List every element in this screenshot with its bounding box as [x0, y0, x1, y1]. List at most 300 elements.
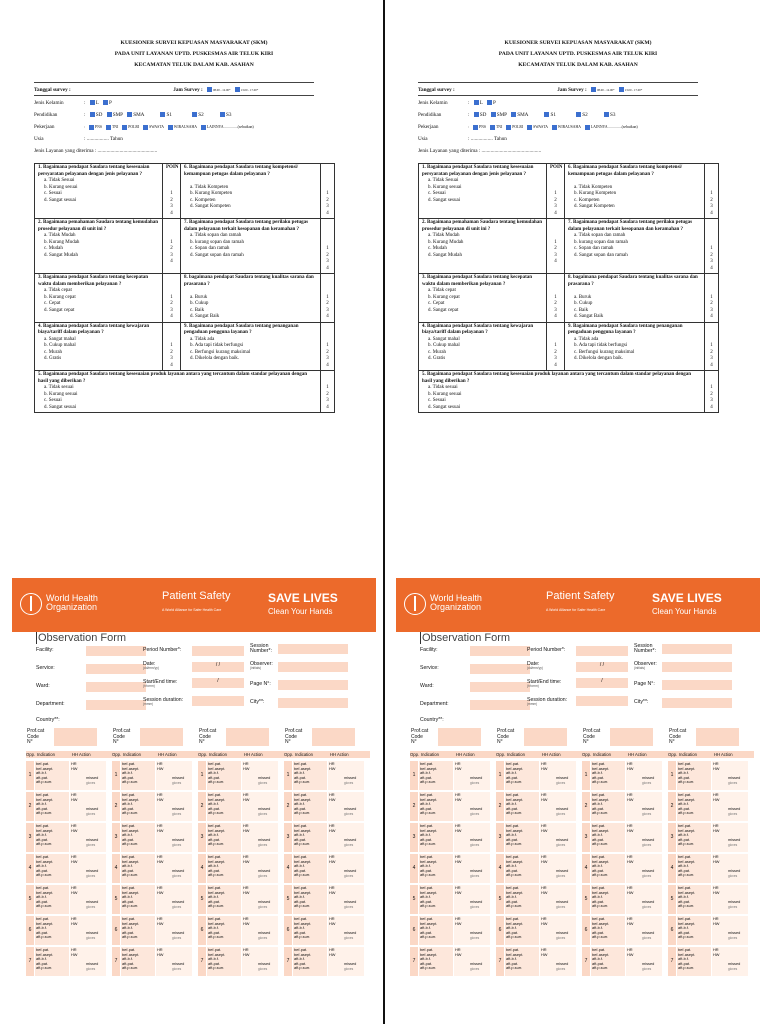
date-field[interactable]: / /	[192, 662, 244, 672]
missed-option[interactable]: missed	[344, 837, 357, 842]
hr-option[interactable]: HR	[541, 854, 547, 859]
missed-option[interactable]: missed	[172, 961, 185, 966]
gloves-option[interactable]: gloves	[344, 936, 354, 940]
missed-option[interactable]: missed	[86, 806, 99, 811]
indication-checkboxes[interactable]: bef-pat. bef-asept. aft-b.f. aft-pat. aft.p.surr.	[591, 823, 625, 852]
hw-option[interactable]: HW	[627, 827, 634, 833]
indication-checkboxes[interactable]: bef-pat. bef-asept. aft-b.f. aft-pat. aft.p.surr.	[121, 792, 155, 821]
missed-option[interactable]: missed	[556, 775, 569, 780]
answer-option[interactable]: b. kurang sopan dan ramah	[190, 239, 245, 245]
hh-action-checkboxes[interactable]	[328, 947, 364, 976]
education-checkbox[interactable]	[90, 112, 95, 117]
gloves-option[interactable]: gloves	[642, 781, 652, 785]
indication-checkboxes[interactable]: bef-pat. bef-asept. aft-b.f. aft-pat. aft.p.surr.	[677, 947, 711, 976]
indication-checkboxes[interactable]: bef-pat. bef-asept. aft-b.f. aft-pat. aft.p.surr.	[677, 823, 711, 852]
hh-action-checkboxes[interactable]	[156, 823, 192, 852]
observer-field[interactable]	[662, 662, 732, 672]
gloves-option[interactable]: gloves	[344, 967, 354, 971]
indication-checkboxes[interactable]: bef-pat. bef-asept. aft-b.f. aft-pat. aft.p.surr.	[677, 854, 711, 883]
ward-field[interactable]	[470, 682, 530, 692]
answer-option[interactable]: d. Sangat sesuai	[428, 404, 461, 410]
hw-option[interactable]: HW	[541, 951, 548, 957]
indication-checkboxes[interactable]: bef-pat. bef-asept. aft-b.f. aft-pat. aft.p.surr.	[505, 854, 539, 883]
hw-option[interactable]: HW	[627, 765, 634, 771]
hw-option[interactable]: HW	[157, 827, 164, 833]
hh-action-checkboxes[interactable]	[712, 792, 748, 821]
hr-option[interactable]: HR	[627, 916, 633, 921]
gloves-option[interactable]: gloves	[86, 905, 96, 909]
hr-option[interactable]: HR	[71, 947, 77, 952]
ward-field[interactable]	[86, 682, 146, 692]
hh-action-checkboxes[interactable]	[156, 761, 192, 790]
answer-option[interactable]: c. Sopan dan ramah	[190, 246, 230, 251]
facility-field[interactable]	[86, 646, 146, 656]
missed-option[interactable]: missed	[344, 775, 357, 780]
gloves-option[interactable]: gloves	[728, 781, 738, 785]
hh-action-checkboxes[interactable]	[70, 823, 106, 852]
hw-option[interactable]: HW	[541, 796, 548, 802]
answer-option[interactable]: d. Sangat cepat	[428, 307, 459, 313]
gloves-option[interactable]: gloves	[172, 843, 182, 847]
hh-action-checkboxes[interactable]	[454, 916, 490, 945]
prof-cat-field[interactable]	[524, 728, 567, 746]
gloves-option[interactable]: gloves	[556, 812, 566, 816]
hr-option[interactable]: HR	[243, 947, 249, 952]
hr-option[interactable]: HR	[157, 854, 163, 859]
hh-action-checkboxes[interactable]	[454, 823, 490, 852]
hw-option[interactable]: HW	[157, 889, 164, 895]
hw-option[interactable]: HW	[713, 827, 720, 833]
hh-action-checkboxes[interactable]	[156, 916, 192, 945]
hw-option[interactable]: HW	[455, 889, 462, 895]
hh-action-checkboxes[interactable]	[540, 916, 576, 945]
indication-checkboxes[interactable]: bef-pat. bef-asept. aft-b.f. aft-pat. aft.p.surr.	[293, 823, 327, 852]
answer-option[interactable]: d. Sangat Kompeten	[190, 204, 231, 209]
hh-action-checkboxes[interactable]	[712, 854, 748, 883]
hr-option[interactable]: HR	[627, 947, 633, 952]
missed-option[interactable]: missed	[642, 806, 655, 811]
hh-action-checkboxes[interactable]	[156, 792, 192, 821]
gloves-option[interactable]: gloves	[258, 843, 268, 847]
answer-option[interactable]: d. Sangat Mudah	[44, 252, 79, 258]
occupation-checkbox[interactable]	[552, 125, 557, 130]
answer-option[interactable]: c. Murah	[44, 349, 63, 355]
indication-checkboxes[interactable]: bef-pat. bef-asept. aft-b.f. aft-pat. aft.p.surr.	[505, 916, 539, 945]
hh-action-checkboxes[interactable]	[242, 947, 278, 976]
hh-action-checkboxes[interactable]	[712, 885, 748, 914]
hr-option[interactable]: HR	[713, 761, 719, 766]
hh-action-checkboxes[interactable]	[328, 792, 364, 821]
hh-action-checkboxes[interactable]	[156, 885, 192, 914]
hh-action-checkboxes[interactable]	[328, 761, 364, 790]
hh-action-checkboxes[interactable]	[540, 823, 576, 852]
page-number-field[interactable]	[662, 680, 732, 690]
prof-cat-field[interactable]	[696, 728, 739, 746]
gloves-option[interactable]: gloves	[344, 812, 354, 816]
hh-action-checkboxes[interactable]	[626, 916, 662, 945]
indication-checkboxes[interactable]: bef-pat. bef-asept. aft-b.f. aft-pat. aft.p.surr.	[207, 885, 241, 914]
hh-action-checkboxes[interactable]	[328, 885, 364, 914]
missed-option[interactable]: missed	[728, 837, 741, 842]
education-checkbox[interactable]	[220, 112, 225, 117]
gloves-option[interactable]: gloves	[258, 781, 268, 785]
hw-option[interactable]: HW	[243, 858, 250, 864]
hw-option[interactable]: HW	[713, 920, 720, 926]
hw-option[interactable]: HW	[71, 765, 78, 771]
answer-option[interactable]: d. Sangat Kompeten	[574, 204, 615, 209]
hw-option[interactable]: HW	[71, 889, 78, 895]
indication-checkboxes[interactable]: bef-pat. bef-asept. aft-b.f. aft-pat. aft.p.surr.	[293, 947, 327, 976]
hr-option[interactable]: HR	[71, 761, 77, 766]
hr-option[interactable]: HR	[627, 854, 633, 859]
gloves-option[interactable]: gloves	[556, 967, 566, 971]
gloves-option[interactable]: gloves	[642, 967, 652, 971]
hw-option[interactable]: HW	[157, 920, 164, 926]
answer-option[interactable]: d. Dikelola dengan baik.	[190, 356, 240, 361]
indication-checkboxes[interactable]: bef-pat. bef-asept. aft-b.f. aft-pat. aft.p.surr.	[419, 916, 453, 945]
gloves-option[interactable]: gloves	[86, 874, 96, 878]
indication-checkboxes[interactable]: bef-pat. bef-asept. aft-b.f. aft-pat. aft.p.surr.	[591, 854, 625, 883]
occupation-checkbox[interactable]	[490, 125, 495, 130]
hh-action-checkboxes[interactable]	[626, 823, 662, 852]
gloves-option[interactable]: gloves	[728, 812, 738, 816]
occupation-checkbox[interactable]	[201, 125, 206, 130]
hr-option[interactable]: HR	[541, 947, 547, 952]
indication-checkboxes[interactable]: bef-pat. bef-asept. aft-b.f. aft-pat. aft.p.surr.	[293, 916, 327, 945]
gloves-option[interactable]: gloves	[470, 967, 480, 971]
gloves-option[interactable]: gloves	[172, 967, 182, 971]
answer-option[interactable]: a. Tidak sopan dan ramah	[574, 233, 626, 238]
gloves-option[interactable]: gloves	[172, 874, 182, 878]
missed-option[interactable]: missed	[86, 775, 99, 780]
education-checkbox[interactable]	[160, 112, 165, 117]
occupation-checkbox[interactable]	[527, 125, 532, 130]
answer-option[interactable]: c. Mudah	[44, 246, 63, 251]
hh-action-checkboxes[interactable]	[242, 823, 278, 852]
hh-action-checkboxes[interactable]	[70, 761, 106, 790]
hh-action-checkboxes[interactable]	[626, 792, 662, 821]
hw-option[interactable]: HW	[329, 951, 336, 957]
answer-option[interactable]: b. Ada tapi tidak berfungsi	[574, 343, 628, 348]
occupation-checkbox[interactable]	[106, 125, 111, 130]
hw-option[interactable]: HW	[627, 796, 634, 802]
hw-option[interactable]: HW	[455, 951, 462, 957]
missed-option[interactable]: missed	[172, 868, 185, 873]
answer-option[interactable]: c. Mudah	[428, 246, 447, 251]
hr-option[interactable]: HR	[243, 854, 249, 859]
missed-option[interactable]: missed	[470, 775, 483, 780]
hw-option[interactable]: HW	[627, 858, 634, 864]
time-checkbox-afternoon[interactable]	[619, 87, 624, 92]
prof-cat-field[interactable]	[610, 728, 653, 746]
hh-action-checkboxes[interactable]	[712, 947, 748, 976]
hh-action-checkboxes[interactable]	[242, 792, 278, 821]
education-checkbox[interactable]	[127, 112, 132, 117]
hh-action-checkboxes[interactable]	[156, 947, 192, 976]
indication-checkboxes[interactable]: bef-pat. bef-asept. aft-b.f. aft-pat. aft.p.surr.	[121, 823, 155, 852]
hw-option[interactable]: HW	[455, 796, 462, 802]
hr-option[interactable]: HR	[71, 823, 77, 828]
education-checkbox[interactable]	[604, 112, 609, 117]
answer-option[interactable]: c. Kompeten	[574, 197, 600, 203]
answer-option[interactable]: c. Baik	[190, 307, 205, 313]
occupation-checkbox[interactable]	[89, 125, 94, 130]
hr-option[interactable]: HR	[329, 823, 335, 828]
hw-option[interactable]: HW	[713, 951, 720, 957]
hw-option[interactable]: HW	[243, 889, 250, 895]
hr-option[interactable]: HR	[157, 761, 163, 766]
hh-action-checkboxes[interactable]	[242, 916, 278, 945]
answer-option[interactable]: c. Berfungsi kurang maksimal	[574, 349, 635, 355]
gloves-option[interactable]: gloves	[470, 905, 480, 909]
gloves-option[interactable]: gloves	[258, 967, 268, 971]
hh-action-checkboxes[interactable]	[540, 947, 576, 976]
answer-option[interactable]: a. Tidak sesuai	[44, 385, 74, 390]
indication-checkboxes[interactable]: bef-pat. bef-asept. aft-b.f. aft-pat. aft.p.surr.	[419, 761, 453, 790]
gender-checkbox-p[interactable]	[103, 100, 108, 105]
hr-option[interactable]: HR	[713, 792, 719, 797]
occupation-checkbox[interactable]	[473, 125, 478, 130]
hw-option[interactable]: HW	[329, 889, 336, 895]
answer-option[interactable]: c. Cepat	[44, 301, 61, 306]
indication-checkboxes[interactable]: bef-pat. bef-asept. aft-b.f. aft-pat. aft.p.surr.	[419, 885, 453, 914]
indication-checkboxes[interactable]: bef-pat. bef-asept. aft-b.f. aft-pat. aft.p.surr.	[293, 854, 327, 883]
indication-checkboxes[interactable]: bef-pat. bef-asept. aft-b.f. aft-pat. aft.p.surr.	[505, 761, 539, 790]
prof-cat-field[interactable]	[140, 728, 183, 746]
gloves-option[interactable]: gloves	[470, 936, 480, 940]
indication-checkboxes[interactable]: bef-pat. bef-asept. aft-b.f. aft-pat. aft.p.surr.	[677, 761, 711, 790]
hr-option[interactable]: HR	[243, 916, 249, 921]
gloves-option[interactable]: gloves	[172, 781, 182, 785]
missed-option[interactable]: missed	[86, 899, 99, 904]
gloves-option[interactable]: gloves	[86, 812, 96, 816]
hh-action-checkboxes[interactable]	[454, 792, 490, 821]
department-field[interactable]	[86, 700, 146, 710]
answer-option[interactable]: c. Berfungsi kurang maksimal	[190, 349, 251, 355]
hw-option[interactable]: HW	[713, 889, 720, 895]
answer-option[interactable]: b. Kurang sesuai	[428, 391, 462, 397]
hw-option[interactable]: HW	[713, 858, 720, 864]
indication-checkboxes[interactable]: bef-pat. bef-asept. aft-b.f. aft-pat. aft.p.surr.	[207, 947, 241, 976]
hw-option[interactable]: HW	[243, 920, 250, 926]
hh-action-checkboxes[interactable]	[540, 792, 576, 821]
answer-option[interactable]: d. Sangat sopan dan ramah	[190, 252, 244, 258]
answer-option[interactable]: c. Sopan dan ramah	[574, 246, 614, 251]
period-field[interactable]	[576, 646, 628, 656]
gloves-option[interactable]: gloves	[344, 843, 354, 847]
hr-option[interactable]: HR	[541, 885, 547, 890]
missed-option[interactable]: missed	[86, 868, 99, 873]
hh-action-checkboxes[interactable]	[328, 916, 364, 945]
answer-option[interactable]: d. Gratis	[44, 356, 62, 361]
hh-action-checkboxes[interactable]	[242, 885, 278, 914]
gloves-option[interactable]: gloves	[556, 874, 566, 878]
missed-option[interactable]: missed	[556, 837, 569, 842]
hr-option[interactable]: HR	[243, 792, 249, 797]
hw-option[interactable]: HW	[157, 796, 164, 802]
education-checkbox[interactable]	[192, 112, 197, 117]
observer-field[interactable]	[278, 662, 348, 672]
missed-option[interactable]: missed	[258, 930, 271, 935]
answer-option[interactable]: c. Sesuai	[428, 191, 446, 196]
hh-action-checkboxes[interactable]	[540, 761, 576, 790]
gloves-option[interactable]: gloves	[728, 905, 738, 909]
indication-checkboxes[interactable]: bef-pat. bef-asept. aft-b.f. aft-pat. aft.p.surr.	[505, 823, 539, 852]
hw-option[interactable]: HW	[243, 951, 250, 957]
occupation-checkbox[interactable]	[122, 125, 127, 130]
occupation-checkbox[interactable]	[143, 125, 148, 130]
education-checkbox[interactable]	[511, 112, 516, 117]
gloves-option[interactable]: gloves	[642, 905, 652, 909]
indication-checkboxes[interactable]: bef-pat. bef-asept. aft-b.f. aft-pat. aft.p.surr.	[35, 947, 69, 976]
hr-option[interactable]: HR	[627, 792, 633, 797]
missed-option[interactable]: missed	[728, 930, 741, 935]
hh-action-checkboxes[interactable]	[70, 854, 106, 883]
hr-option[interactable]: HR	[329, 761, 335, 766]
occupation-checkbox[interactable]	[506, 125, 511, 130]
missed-option[interactable]: missed	[642, 930, 655, 935]
hr-option[interactable]: HR	[713, 916, 719, 921]
hw-option[interactable]: HW	[541, 827, 548, 833]
answer-option[interactable]: b. Ada tapi tidak berfungsi	[190, 343, 244, 348]
answer-option[interactable]: d. Gratis	[428, 356, 446, 361]
hr-option[interactable]: HR	[71, 885, 77, 890]
gloves-option[interactable]: gloves	[470, 843, 480, 847]
hr-option[interactable]: HR	[157, 916, 163, 921]
prof-cat-field[interactable]	[54, 728, 97, 746]
answer-option[interactable]: b. Kurang cepat	[428, 294, 460, 300]
hw-option[interactable]: HW	[627, 889, 634, 895]
missed-option[interactable]: missed	[258, 899, 271, 904]
session-number-field[interactable]	[662, 644, 732, 654]
answer-option[interactable]: b. Kurang Mudah	[428, 239, 464, 245]
answer-option[interactable]: d. Sangat cepat	[44, 307, 75, 313]
hr-option[interactable]: HR	[455, 854, 461, 859]
missed-option[interactable]: missed	[470, 930, 483, 935]
answer-option[interactable]: b. Cukup mahal	[44, 343, 76, 348]
indication-checkboxes[interactable]: bef-pat. bef-asept. aft-b.f. aft-pat. aft.p.surr.	[121, 761, 155, 790]
hr-option[interactable]: HR	[157, 885, 163, 890]
gloves-option[interactable]: gloves	[556, 936, 566, 940]
service-field[interactable]	[86, 664, 146, 674]
hw-option[interactable]: HW	[541, 765, 548, 771]
hr-option[interactable]: HR	[455, 885, 461, 890]
hw-option[interactable]: HW	[329, 858, 336, 864]
gloves-option[interactable]: gloves	[642, 812, 652, 816]
city-field[interactable]	[662, 698, 732, 708]
gloves-option[interactable]: gloves	[172, 812, 182, 816]
hw-option[interactable]: HW	[157, 765, 164, 771]
hr-option[interactable]: HR	[541, 823, 547, 828]
indication-checkboxes[interactable]: bef-pat. bef-asept. aft-b.f. aft-pat. aft.p.surr.	[419, 947, 453, 976]
missed-option[interactable]: missed	[470, 806, 483, 811]
hr-option[interactable]: HR	[157, 792, 163, 797]
hw-option[interactable]: HW	[71, 827, 78, 833]
answer-option[interactable]: c. Sesuai	[428, 398, 446, 403]
hw-option[interactable]: HW	[541, 920, 548, 926]
missed-option[interactable]: missed	[556, 930, 569, 935]
missed-option[interactable]: missed	[86, 961, 99, 966]
indication-checkboxes[interactable]: bef-pat. bef-asept. aft-b.f. aft-pat. aft.p.surr.	[207, 792, 241, 821]
gender-checkbox-p[interactable]	[487, 100, 492, 105]
indication-checkboxes[interactable]: bef-pat. bef-asept. aft-b.f. aft-pat. aft.p.surr.	[591, 761, 625, 790]
indication-checkboxes[interactable]: bef-pat. bef-asept. aft-b.f. aft-pat. aft.p.surr.	[121, 885, 155, 914]
hr-option[interactable]: HR	[71, 854, 77, 859]
hw-option[interactable]: HW	[243, 796, 250, 802]
prof-cat-field[interactable]	[438, 728, 481, 746]
hr-option[interactable]: HR	[71, 792, 77, 797]
date-field[interactable]: / /	[576, 662, 628, 672]
hh-action-checkboxes[interactable]	[454, 761, 490, 790]
hh-action-checkboxes[interactable]	[540, 885, 576, 914]
gloves-option[interactable]: gloves	[86, 843, 96, 847]
hr-option[interactable]: HR	[713, 885, 719, 890]
indication-checkboxes[interactable]: bef-pat. bef-asept. aft-b.f. aft-pat. aft.p.surr.	[591, 916, 625, 945]
answer-option[interactable]: a. Tidak Sesuai	[44, 178, 75, 183]
missed-option[interactable]: missed	[556, 899, 569, 904]
answer-option[interactable]: c. Cepat	[428, 301, 445, 306]
answer-option[interactable]: a. Sangat mahal	[428, 336, 460, 342]
gloves-option[interactable]: gloves	[172, 936, 182, 940]
indication-checkboxes[interactable]: bef-pat. bef-asept. aft-b.f. aft-pat. aft.p.surr.	[591, 792, 625, 821]
duration-field[interactable]	[576, 696, 628, 706]
missed-option[interactable]: missed	[470, 899, 483, 904]
answer-option[interactable]: d. Sangat Mudah	[428, 252, 463, 258]
missed-option[interactable]: missed	[258, 775, 271, 780]
indication-checkboxes[interactable]: bef-pat. bef-asept. aft-b.f. aft-pat. aft.p.surr.	[207, 823, 241, 852]
answer-option[interactable]: d. Sangat sopan dan ramah	[574, 252, 628, 258]
indication-checkboxes[interactable]: bef-pat. bef-asept. aft-b.f. aft-pat. aft.p.surr.	[35, 854, 69, 883]
education-checkbox[interactable]	[107, 112, 112, 117]
missed-option[interactable]: missed	[258, 868, 271, 873]
hr-option[interactable]: HR	[455, 792, 461, 797]
answer-option[interactable]: c. Murah	[428, 349, 447, 355]
hh-action-checkboxes[interactable]	[454, 885, 490, 914]
answer-option[interactable]: a. Buruk	[190, 294, 208, 300]
missed-option[interactable]: missed	[344, 961, 357, 966]
hh-action-checkboxes[interactable]	[328, 854, 364, 883]
hr-option[interactable]: HR	[455, 916, 461, 921]
hr-option[interactable]: HR	[329, 916, 335, 921]
missed-option[interactable]: missed	[172, 806, 185, 811]
missed-option[interactable]: missed	[172, 899, 185, 904]
hw-option[interactable]: HW	[329, 920, 336, 926]
hr-option[interactable]: HR	[455, 761, 461, 766]
hw-option[interactable]: HW	[329, 796, 336, 802]
answer-option[interactable]: a. Tidak cepat	[44, 288, 72, 293]
education-checkbox[interactable]	[544, 112, 549, 117]
page-number-field[interactable]	[278, 680, 348, 690]
indication-checkboxes[interactable]: bef-pat. bef-asept. aft-b.f. aft-pat. aft.p.surr.	[35, 823, 69, 852]
hw-option[interactable]: HW	[627, 920, 634, 926]
hr-option[interactable]: HR	[627, 885, 633, 890]
hw-option[interactable]: HW	[713, 765, 720, 771]
education-checkbox[interactable]	[576, 112, 581, 117]
gloves-option[interactable]: gloves	[258, 905, 268, 909]
time-checkbox-morning[interactable]	[591, 87, 596, 92]
gloves-option[interactable]: gloves	[642, 843, 652, 847]
answer-option[interactable]: d. Sangat sesuai	[428, 197, 461, 203]
missed-option[interactable]: missed	[642, 837, 655, 842]
hh-action-checkboxes[interactable]	[70, 947, 106, 976]
answer-option[interactable]: a. Tidak Sesuai	[428, 178, 459, 183]
missed-option[interactable]: missed	[642, 868, 655, 873]
answer-option[interactable]: d. Dikelola dengan baik.	[574, 356, 624, 361]
hr-option[interactable]: HR	[455, 947, 461, 952]
missed-option[interactable]: missed	[86, 930, 99, 935]
indication-checkboxes[interactable]: bef-pat. bef-asept. aft-b.f. aft-pat. aft.p.surr.	[207, 761, 241, 790]
gloves-option[interactable]: gloves	[86, 967, 96, 971]
